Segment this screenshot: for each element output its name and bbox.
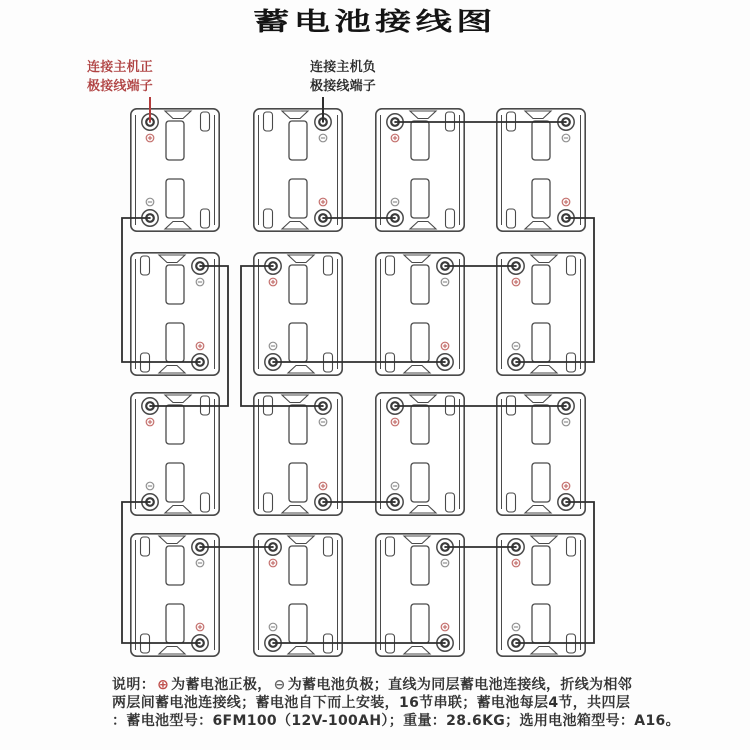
- negative-terminal-label-line2: 极接线端子: [310, 79, 377, 94]
- battery-1: [131, 109, 219, 231]
- legend-line1-prefix: 说明：: [112, 677, 156, 693]
- battery-7: [376, 253, 464, 375]
- plus-circle-icon: ⊕: [157, 677, 170, 693]
- battery-2: [254, 109, 342, 231]
- positive-terminal-label-line1: 连接主机正: [87, 60, 154, 75]
- battery-3: [376, 109, 464, 231]
- legend-line-2: 两层间蓄电池连接线；蓄电池自下而上安装，16节串联；蓄电池每层4节，共四层: [112, 695, 631, 711]
- battery-15: [376, 534, 464, 656]
- battery-4: [497, 109, 585, 231]
- battery-14: [254, 534, 342, 656]
- battery-6: [254, 253, 342, 375]
- legend-line1-mid: 为蓄电池正极，: [171, 677, 272, 693]
- legend-notes: [112, 676, 680, 730]
- battery-5: [131, 253, 219, 375]
- legend-line-3: ：蓄电池型号：6FM100（12V-100AH）；重量：28.6KG；选用电池箱型号：A16。: [112, 713, 680, 729]
- battery-13: [131, 534, 219, 656]
- battery-8: [497, 253, 585, 375]
- battery-11: [376, 393, 464, 515]
- legend-line-1: [112, 676, 672, 694]
- battery-16: [497, 534, 585, 656]
- page-title: 蓄电池接线图: [253, 7, 497, 36]
- legend-line1-suffix: 为蓄电池负极；直线为同层蓄电池连接线，折线为相邻: [287, 677, 633, 693]
- battery-10: [254, 393, 342, 515]
- battery-12: [497, 393, 585, 515]
- minus-circle-icon: ⊖: [273, 677, 286, 693]
- positive-terminal-label-line2: 极接线端子: [87, 79, 154, 94]
- battery-9: [131, 393, 219, 515]
- negative-terminal-label-line1: 连接主机负: [310, 60, 377, 75]
